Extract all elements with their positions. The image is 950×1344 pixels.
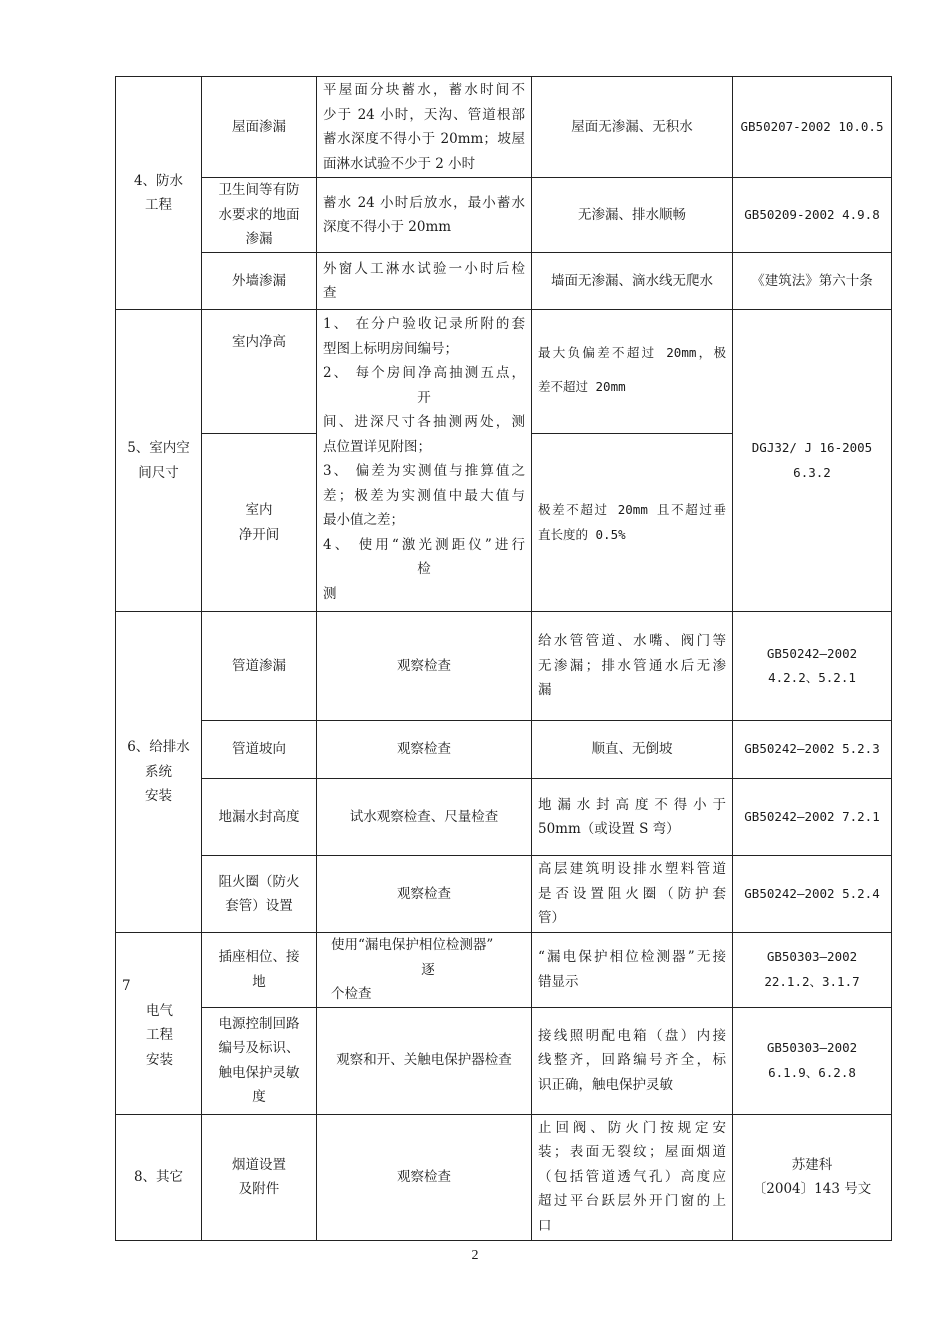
method-line: 观察和开、关触电保护器检查 [336,1052,512,1069]
category-line: 8、其它 [133,1168,184,1185]
requirement-line: 给水管管道、水嘴、阀门等 [538,633,726,650]
method-cell [317,721,532,779]
requirement-cell [532,612,733,721]
item-cell [202,779,317,856]
method-line: 个检查 [331,986,372,1002]
item-line: 及附件 [238,1181,280,1197]
table-row [116,612,892,721]
table-row [116,178,892,253]
method-cell [317,178,532,253]
table-row [116,721,892,779]
category-line: 系统 [145,763,172,780]
requirement-line: （包括管道透气孔）高度应 [538,1168,726,1185]
standard-cell [733,253,892,310]
requirement-cell [532,721,733,779]
item-line: 卫生间等有防 [218,182,300,199]
item-line: 管道坡向 [232,741,286,758]
requirement-cell [532,1007,733,1114]
inspection-table [115,76,892,1241]
table-row [116,1114,892,1240]
method-line: 使用“漏电保护相位检测器” [331,937,494,953]
category-line: 4、防水 [133,172,184,189]
method-line: 少于 24 小时，天沟、管道根部 [323,106,525,123]
method-line: 差；极差为实测值中最大值与 [323,487,525,504]
method-line: 3、 偏差为实测值与推算值之 [323,463,525,479]
item-cell [202,1007,317,1114]
method-line: 型图上标明房间编号； [323,340,458,357]
requirement-cell [532,77,733,178]
table-row [116,310,892,434]
table-row [116,77,892,178]
requirement-line: 装；表面无裂纹；屋面烟道 [538,1144,726,1161]
item-line: 地漏水封高度 [218,808,300,825]
standard-line: 6.3.2 [793,464,831,480]
requirement-line: 无渗漏；排水管通水后无渗 [538,657,726,674]
method-line: 外窗人工淋水试验一小时后检 [323,260,525,277]
table-row [116,1007,892,1114]
method-cell [317,253,532,310]
standard-line: GB50303—2002 [766,1040,858,1055]
requirement-line: 错显示 [538,973,579,990]
method-line: 观察检查 [397,657,451,674]
category-line: 间尺寸 [138,464,179,481]
category-line: 工程 [145,197,172,213]
item-cell [202,856,317,933]
requirement-line: 口 [538,1217,552,1234]
requirement-cell [532,310,733,434]
item-line: 室内 [245,502,273,518]
category-cell-plumbing [116,612,202,933]
standard-line: GB50242—2002 7.2.1 [744,808,880,824]
method-line: 点位置详见附图； [323,438,431,455]
table-row [116,933,892,1008]
requirement-cell [532,434,733,612]
item-line: 编号及标识、 [218,1040,300,1056]
standard-line: 苏建科 [791,1156,833,1173]
standard-line: 《建筑法》第六十条 [751,272,873,289]
standard-cell [733,178,892,253]
item-line: 屋面渗漏 [232,118,286,135]
requirement-line: 无渗漏、排水顺畅 [578,206,686,223]
method-line: 面淋水试验不少于 2 小时 [323,155,476,172]
method-line: 间、进深尺寸各抽测两处，测 [323,414,525,430]
item-line: 外墙渗漏 [232,272,286,289]
method-line: 试水观察检查、尺量检查 [349,808,499,825]
item-cell [202,253,317,310]
requirement-line: 极差不超过 20mm 且不超过垂 [538,502,726,517]
method-line: 2、 每个房间净高抽测五点， [323,365,525,381]
requirement-line: 漏 [538,682,552,699]
page-number: 2 [471,1248,479,1263]
category-line: 6、给排水 [127,739,190,756]
item-line: 烟道设置 [232,1156,286,1173]
item-line: 阻火圈（防火 [218,873,300,890]
standard-line: GB50242—2002 5.2.3 [744,741,880,757]
requirement-line: 屋面无渗漏、无积水 [571,118,693,135]
requirement-cell [532,178,733,253]
category-line: 安装 [146,1051,173,1068]
method-line: 检 [417,561,431,577]
method-line: 逐 [421,961,435,978]
method-line: 1、 在分户验收记录所附的套 [323,316,525,332]
standard-cell [733,310,892,612]
requirement-line: “漏电保护相位检测器”无接 [538,949,726,966]
method-line: 蓄水 24 小时后放水，最小蓄水 [323,194,525,211]
item-line: 度 [252,1089,266,1105]
standard-line: GB50242—2002 5.2.4 [744,885,880,901]
requirement-cell [532,779,733,856]
item-line: 净开间 [238,526,280,543]
method-cell [317,856,532,933]
requirement-line: 最大负偏差不超过 20mm，极 [538,345,726,360]
item-cell [202,721,317,779]
category-line: 安装 [145,788,172,805]
standard-line: GB50242—2002 [766,645,858,661]
requirement-cell [532,253,733,310]
requirement-line: 识正确，触电保护灵敏 [538,1076,673,1093]
requirement-line: 线整齐，回路编号齐全，标 [538,1052,726,1069]
category-cell-space [116,310,202,612]
requirement-line: 接线照明配电箱（盘）内接 [538,1027,726,1044]
method-line: 4、 使用“激光测距仪”进行 [323,536,525,553]
item-line: 水要求的地面 [218,206,300,223]
method-line: 蓄水深度不得小于 20mm；坡屋 [323,131,525,147]
table-row [116,253,892,310]
requirement-line: 50mm（或设置 S 弯） [538,821,680,837]
standard-line: GB50207-2002 10.0.5 [740,118,884,134]
item-line: 插座相位、接 [218,949,300,966]
requirement-line: 差不超过 20mm [538,379,626,394]
standard-cell [733,77,892,178]
item-line: 电源控制回路 [218,1015,300,1032]
category-cell-other [116,1114,202,1240]
method-line: 平屋面分块蓄水，蓄水时间不 [323,82,525,98]
item-cell [202,434,317,612]
requirement-line: 直长度的 0.5% [538,526,626,542]
method-line: 观察检查 [397,1168,451,1185]
item-cell [202,1114,317,1240]
standard-line: 22.1.2、3.1.7 [764,973,860,989]
method-line: 最小值之差； [323,512,404,528]
requirement-line: 高层建筑明设排水塑料管道 [538,861,726,878]
standard-line: GB50303—2002 [766,949,858,965]
category-line: 电气 [146,1002,173,1019]
method-line: 观察检查 [397,741,451,758]
method-cell [317,779,532,856]
method-line: 深度不得小于 20mm [323,219,452,235]
standard-cell [733,779,892,856]
standard-line: DGJ32/ J 16-2005 [751,440,873,455]
requirement-line: 墙面无渗漏、滴水线无爬水 [551,272,713,289]
requirement-line: 管） [538,910,565,927]
standard-line: 4.2.2、5.2.1 [768,670,856,685]
standard-cell [733,721,892,779]
method-cell [317,1114,532,1240]
method-cell [317,612,532,721]
requirement-line: 止回阀、防火门按规定安 [538,1119,726,1136]
requirement-cell [532,933,733,1008]
requirement-line: 地漏水封高度不得小于 [538,796,726,813]
item-cell [202,77,317,178]
standard-line: GB50209-2002 4.9.8 [744,206,880,222]
requirement-line: 顺直、无倒坡 [591,741,673,758]
standard-line: 6.1.9、6.2.8 [768,1064,856,1080]
category-cell-waterproof [116,77,202,310]
method-line: 测 [323,585,337,602]
standard-line: 〔2004〕143 号文 [752,1181,872,1197]
item-line: 渗漏 [245,231,273,248]
standard-cell [733,1114,892,1240]
table-row [116,856,892,933]
category-line: 工程 [146,1027,173,1044]
item-cell [202,933,317,1008]
method-cell [317,77,532,178]
item-line: 触电保护灵敏 [218,1064,300,1081]
requirement-line: 是否设置阻火圈（防护套 [538,885,726,902]
method-cell [317,310,532,612]
item-cell [202,310,317,434]
table-row [116,779,892,856]
method-line: 查 [323,285,337,301]
standard-cell [733,856,892,933]
requirement-line: 超过平台跃层外开门窗的上 [538,1193,726,1210]
standard-cell [733,612,892,721]
item-line: 管道渗漏 [232,657,286,674]
standard-cell [733,933,892,1008]
item-line: 套管）设置 [225,898,293,914]
method-line: 观察检查 [397,885,451,902]
method-cell [317,1007,532,1114]
item-line: 地 [252,973,266,990]
category-line: 5、室内空 [127,440,190,456]
method-line: 开 [417,389,431,406]
category-cell-electrical [116,933,202,1115]
requirement-cell [532,856,733,933]
item-cell [202,178,317,253]
item-cell [202,612,317,721]
method-cell [317,933,532,1008]
category-line: 7 [122,978,131,995]
standard-cell [733,1007,892,1114]
requirement-cell [532,1114,733,1240]
item-line: 室内净高 [232,334,286,350]
